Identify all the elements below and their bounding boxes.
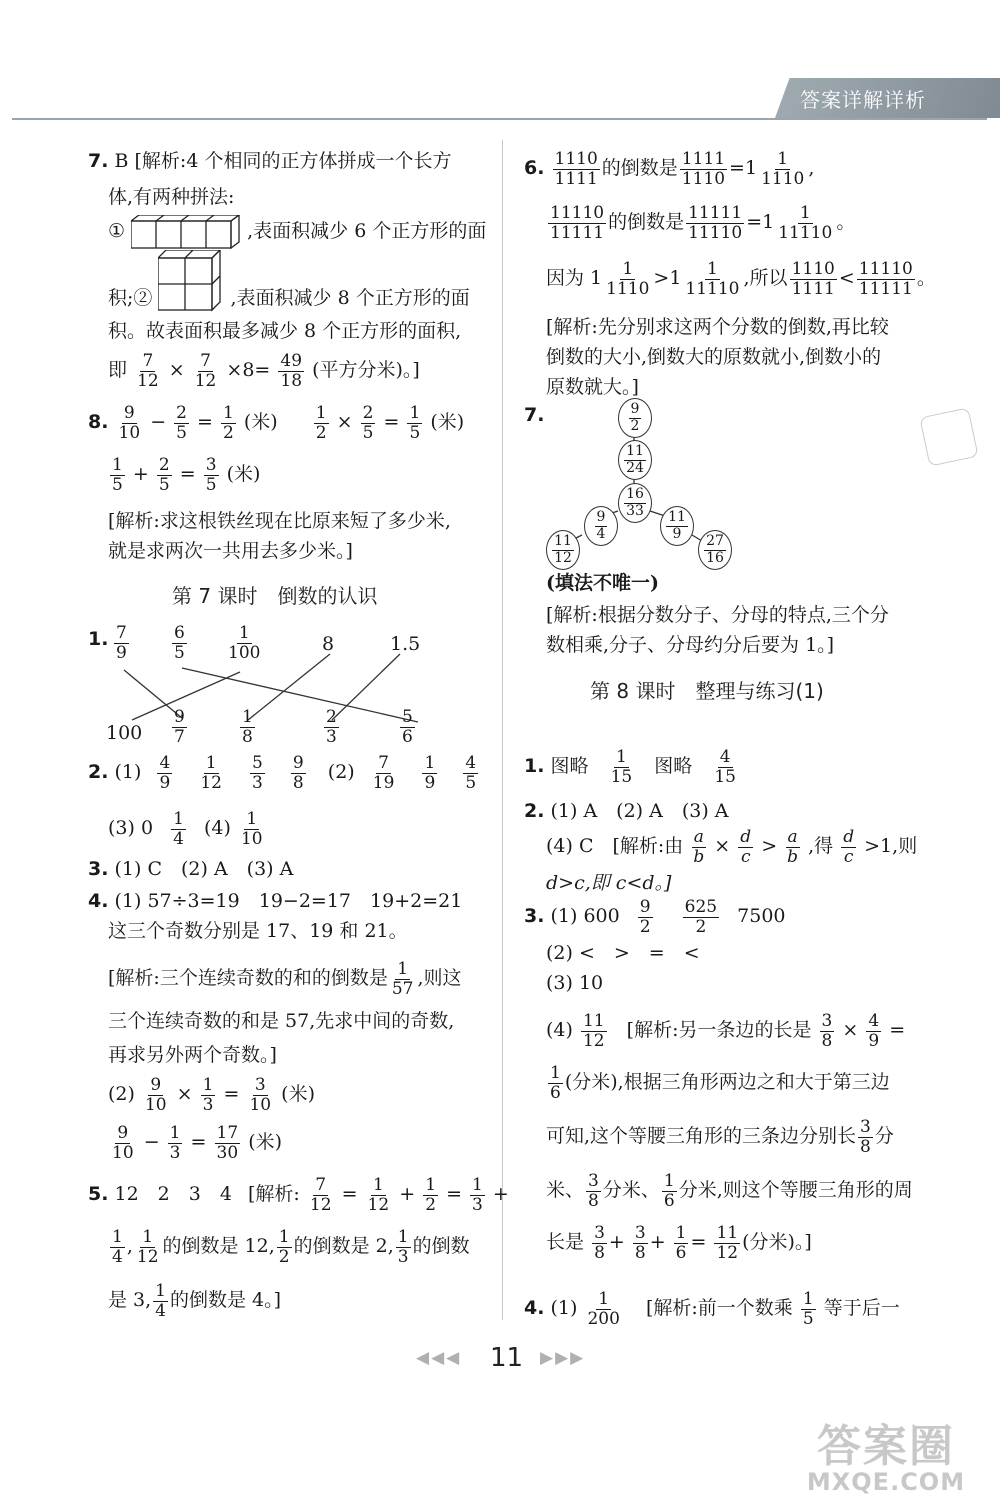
q7-line3: 积。故表面积最多减少 8 个正方形的面积, [108,320,462,342]
r6-line3: 因为 1 $\frac{1}{1110}$ >1 $\frac{1}{11110}$ ,所以 $\frac{1110}{1111}$ < $\frac{11110}{11111}$ 。 [546,259,936,299]
r6-analysis3: 原数就大。] [546,376,639,398]
match-top-1: $\frac{7}{9}$ [116,623,127,663]
match-bottom-4: $\frac{2}{3}$ [326,707,337,747]
fraction: $\frac{2}{5}$ [362,403,374,443]
tree-node-4: $\frac{9}{4}$ [584,506,618,546]
page-number: 11 [490,1343,524,1373]
q5-line1: 5. 12 2 3 4 [解析: $\frac{7}{12}$ = $\frac{1}{12}$ + $\frac{1}{2}$ = $\frac{1}{3}$ + [88,1175,509,1215]
q5-line2: $\frac{1}{4}$ , $\frac{1}{12}$ 的倒数是 12, $\frac{1}{2}$ 的倒数是 2, $\frac{1}{3}$ 的倒数 [112,1227,470,1267]
q2-line2: (3) 0 $\frac{1}{4}$ (4) $\frac{1}{10}$ [108,809,263,849]
fraction: $\frac{49}{18}$ [280,351,303,391]
r7-analysis1: [解析:根据分数分子、分母的特点,三个分 [546,604,889,626]
fraction: $\frac{2}{5}$ [176,403,187,443]
q7-option2: 积;② ,表面积减少 8 个正方形的面 [108,250,470,312]
next-arrows-icon: ▶▶▶ [540,1348,586,1368]
r3-line3: (3) 10 [546,972,604,994]
q8-line2: $\frac{1}{5}$ + $\frac{2}{5}$ = $\frac{3}{5}$ (米) [112,455,261,495]
tree-node-1: $\frac{9}{2}$ [618,398,652,438]
r3-line7: 米、 $\frac{3}{8}$ 分米、 $\frac{1}{6}$ 分米,则这个等腰三角形的周 [546,1171,913,1211]
q4-analysis3: 再求另外两个奇数。] [108,1044,277,1066]
r2-line2: (4) C [解析:由 $\frac{a}{b}$ × $\frac{d}{c}$ > $\frac{a}{b}$ ,得 $\frac{d}{c}$ >1,则 [546,827,918,867]
match-top-3: $\frac{1}{100}$ [228,623,261,663]
q4-part2: (2) $\frac{9}{10}$ × $\frac{1}{3}$ = $\frac{3}{10}$ (米) [108,1075,315,1115]
prev-arrows-icon: ◀◀◀ [416,1348,462,1368]
match-top-4: 8 [322,633,335,655]
match-top-2: $\frac{6}{5}$ [174,623,185,663]
fraction: $\frac{9}{10}$ [118,403,141,443]
r1: 1. 图略 $\frac{1}{15}$ 图略 $\frac{4}{15}$ [524,747,736,787]
q5-line3: 是 3, $\frac{1}{4}$ 的倒数是 4。] [108,1281,282,1321]
r3-line5: $\frac{1}{6}$ (分米),根据三角形两边之和大于第三边 [550,1063,890,1103]
header-title: 答案详解详析 [800,88,926,112]
q7-option1: ① ,表面积减少 6 个正方形的面 [108,215,486,249]
tree-node-5: $\frac{11}{9}$ [660,506,694,546]
watermark-logo: 答案圈 MXQE.COM [806,1421,966,1496]
fraction: $\frac{2}{5}$ [158,455,170,495]
q4-analysis2: 三个连续奇数的和是 57,先求中间的奇数, [108,1010,455,1032]
r6-line1: 6. $\frac{1110}{1111}$ 的倒数是 $\frac{1111}{1110}$ =1 $\frac{1}{1110}$ , [524,149,815,189]
r7-num: 7. [524,404,545,426]
r3-line1: 3. (1) 600 $\frac{9}{2}$ $\frac{625}{2}$ 7500 [524,897,786,937]
fraction: $\frac{1}{5}$ [409,403,421,443]
q4-analysis1: [解析:三个连续奇数的和的倒数是 $\frac{1}{57}$ ,则这 [108,959,462,999]
q7-calc: 即 $\frac{7}{12}$ × $\frac{7}{12}$ ×8= $\frac{49}{18}$ (平方分米)。] [108,351,420,391]
fraction: $\frac{1}{2}$ [223,403,234,443]
match-bottom-3: $\frac{1}{8}$ [242,707,253,747]
tree-node-7: $\frac{27}{16}$ [698,530,732,570]
four-cubes-row-figure [131,215,241,249]
tree-node-3: $\frac{16}{33}$ [618,483,652,523]
matching-lines [100,620,440,755]
stamp-icon [919,407,978,466]
match-top-5: 1.5 [390,633,421,655]
q7-line1: 7. B [解析:4 个相同的正方体拼成一个长方 [88,150,452,172]
fraction: $\frac{7}{12}$ [137,351,159,391]
q8-analysis2: 就是求两次一共用去多少米。] [108,540,353,562]
match-bottom-5: $\frac{5}{6}$ [402,707,413,747]
q4-line2: 这三个奇数分别是 17、19 和 21。 [108,920,408,942]
match-bottom-1: 100 [106,722,143,744]
r2-line1: 2. (1) A (2) A (3) A [524,800,729,822]
section-title-lesson8: 第 8 课时 整理与练习(1) [590,679,824,703]
match-bottom-2: $\frac{9}{7}$ [174,707,185,747]
tree-node-6: $\frac{11}{12}$ [546,530,580,570]
header-rule [12,118,987,120]
column-divider [502,140,503,1320]
match-num: 1. [88,628,109,650]
q8-line1: 8. $\frac{9}{10}$ − $\frac{2}{5}$ = $\frac{1}{2}$ (米) $\frac{1}{2}$ × $\frac{2}{5}$ = $\frac{1}{5}$ (米) [88,403,465,443]
fraction: $\frac{1}{5}$ [112,455,123,495]
r4-line1: 4. (1) $\frac{1}{200}$ [解析:前一个数乘 $\frac{1}{5}$ 等于后一 [524,1289,900,1329]
q2-line1: 2. (1) $\frac{4}{9}$ $\frac{1}{12}$ $\frac{5}{3}$ $\frac{9}{8}$ (2) $\frac{7}{19}$ $\frac{1}{9}$ $\frac{4}{5}$ [88,753,477,793]
q8-analysis1: [解析:求这根铁丝现在比原来短了多少米, [108,510,451,532]
section-title-lesson7: 第 7 课时 倒数的认识 [172,584,378,608]
q7-line2: 体,有两种拼法: [108,186,235,208]
r7-note: (填法不唯一) [546,572,659,594]
r7-analysis2: 数相乘,分子、分母约分后要为 1。] [546,634,835,656]
r2-line3: d>c,即 c<d。] [546,872,672,894]
fraction: $\frac{1}{2}$ [315,403,327,443]
fraction: $\frac{7}{12}$ [194,351,217,391]
r3-line2: (2) < > = < [546,942,700,964]
r3-line6: 可知,这个等腰三角形的三条边分别长 $\frac{3}{8}$ 分 [546,1117,894,1157]
r6-analysis1: [解析:先分别求这两个分数的倒数,再比较 [546,316,889,338]
q4-line1: 4. (1) 57÷3=19 19−2=17 19+2=21 [88,890,463,912]
r3-line8: 长是 $\frac{3}{8}$ + $\frac{3}{8}$ + $\frac{1}{6}$ = $\frac{11}{12}$ (分米)。] [546,1223,812,1263]
q3: 3. (1) C (2) A (3) A [88,858,294,880]
q4-part3: $\frac{9}{10}$ − $\frac{1}{3}$ = $\frac{17}{30}$ (米) [112,1123,283,1163]
four-cubes-square-figure [158,250,224,312]
r6-line2: $\frac{11110}{11111}$ 的倒数是 $\frac{11111}{11110}$ =1 $\frac{1}{11110}$ 。 [550,203,856,243]
r6-analysis2: 倒数的大小,倒数大的原数就小,倒数小的 [546,346,882,368]
r3-line4: (4) $\frac{11}{12}$ [解析:另一条边的长是 $\frac{3}{8}$ × $\frac{4}{9}$ = [546,1011,906,1051]
tree-node-2: $\frac{11}{24}$ [618,440,652,480]
fraction: $\frac{3}{5}$ [205,455,217,495]
